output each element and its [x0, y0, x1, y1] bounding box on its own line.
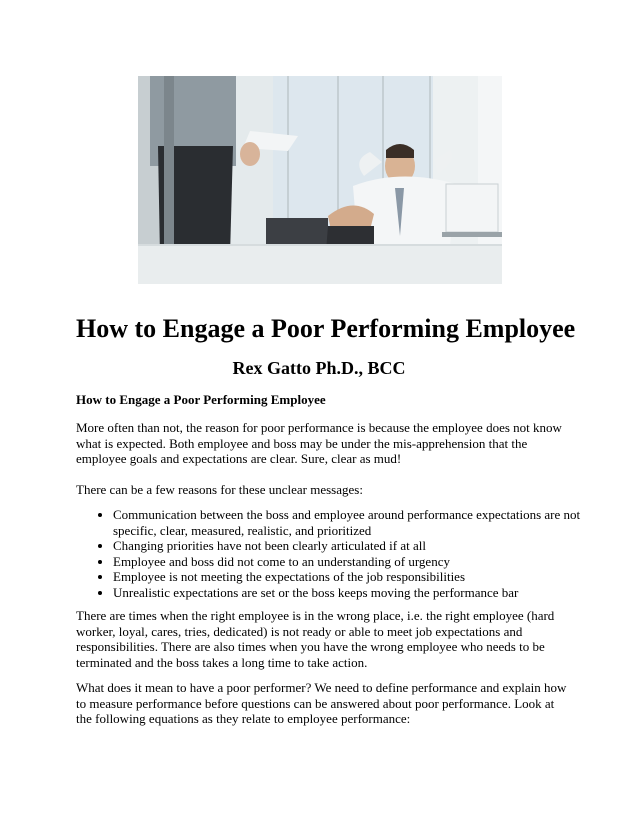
page-title: How to Engage a Poor Performing Employee: [76, 314, 576, 343]
section-heading: How to Engage a Poor Performing Employee: [76, 392, 326, 407]
list-item: • Employee and boss did not come to an understanding of urgency: [113, 554, 605, 570]
paragraph-intro: More often than not, the reason for poor performance is because the employee does not know what is expected. Both employee and boss may be under the mis-apprehension that the employee goals and expectations are clear. Sure, clear as mud!: [76, 420, 562, 467]
list-item: • Changing priorities have not been clearly articulated if at all: [113, 538, 605, 554]
paragraph-poor-performer: What does it mean to have a poor performer? We need to define performance and explain how to measure performance before questions can be answered about poor performance. Look at the following equations as they relate to employee performance:: [76, 680, 567, 727]
header-photo: [138, 76, 502, 284]
reasons-list: [76, 507, 605, 601]
list-item: • Employee is not meeting the expectations of the job responsibilities: [113, 569, 605, 585]
paragraph-reasons-lead: There can be a few reasons for these unclear messages:: [76, 482, 363, 497]
list-item: • Communication between the boss and employee around performance expectations are not specific, clear, measured, realistic, and prioritized: [113, 507, 605, 538]
office-photo-icon: [138, 76, 502, 284]
list-item: • Unrealistic expectations are set or the boss keeps moving the performance bar: [113, 585, 605, 601]
author-name: Rex Gatto Ph.D., BCC: [232, 358, 406, 378]
paragraph-wrong-place: There are times when the right employee is in the wrong place, i.e. the right employee (hard worker, loyal, cares, tries, dedicated) is not ready or able to meet job expectations and responsibilities. There are also times when you have the wrong employee who needs to be terminated and the boss takes a long time to take action.: [76, 608, 555, 670]
